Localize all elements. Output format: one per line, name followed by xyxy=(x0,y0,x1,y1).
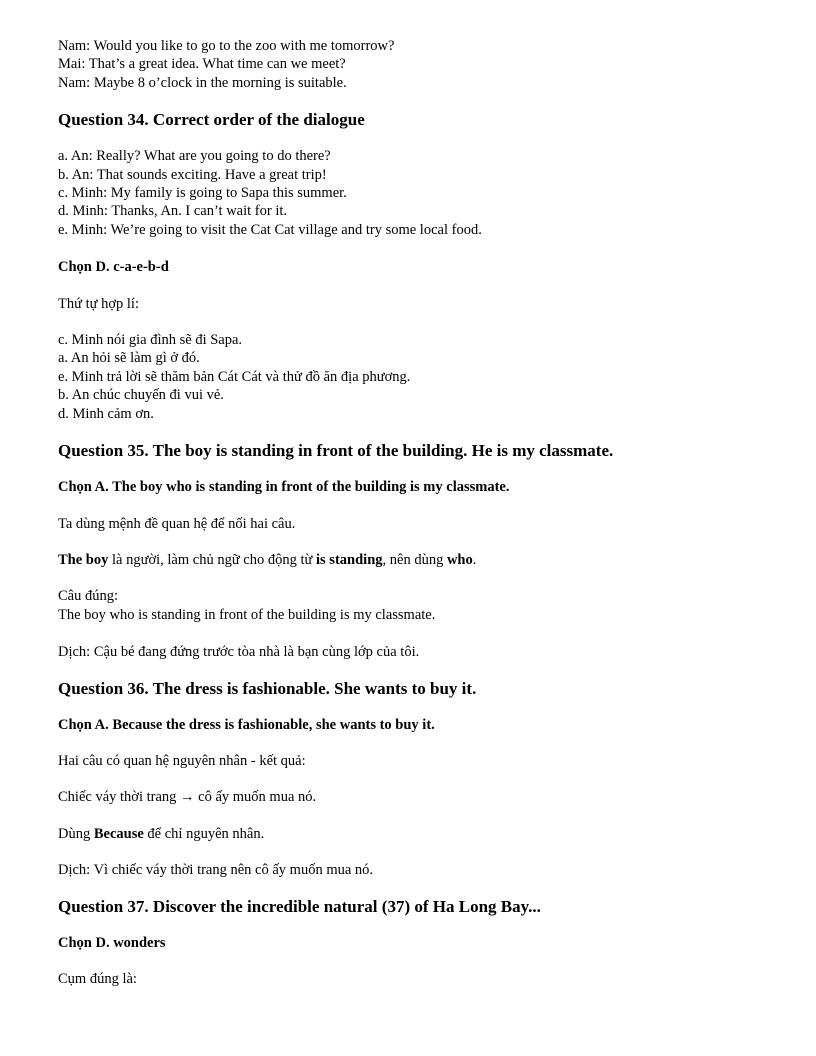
question-34-options xyxy=(58,147,778,239)
option-line: b. An: That sounds exciting. Have a great trip! xyxy=(58,166,327,183)
text-run: để chỉ nguyên nhân. xyxy=(143,825,265,842)
option-line: e. Minh: We’re going to visit the Cat Cat village and try some local food. xyxy=(58,221,482,238)
question-36-reason xyxy=(58,825,778,843)
question-36-explanation: Hai câu có quan hệ nguyên nhân - kết quả: xyxy=(58,752,306,769)
text-run: Dùng xyxy=(58,825,94,842)
dialogue-line: Nam: Maybe 8 o’clock in the morning is suitable. xyxy=(58,74,347,91)
correct-label: Câu đúng: xyxy=(58,588,119,605)
order-line: c. Minh nói gia đình sẽ đi Sapa. xyxy=(58,332,243,349)
question-37-answer: Chọn D. wonders xyxy=(58,934,166,951)
text-run: . xyxy=(472,551,477,568)
question-36-relation: Chiếc váy thời trang → cô ấy muốn mua nó. xyxy=(58,789,317,806)
dialogue-line: Nam: Would you like to go to the zoo with me tomorrow? xyxy=(58,38,395,54)
question-37-title: Question 37. Discover the incredible natural (37) of Ha Long Bay... xyxy=(58,896,541,916)
text-run: là người, làm chủ ngữ cho động từ xyxy=(108,551,317,568)
question-34-order xyxy=(58,331,778,423)
intro-dialogue xyxy=(58,37,778,92)
question-36-answer: Chọn A. Because the dress is fashionable, she wants to buy it. xyxy=(58,716,435,733)
question-35-answer: Chọn A. The boy who is standing in front of the building is my classmate. xyxy=(58,479,510,496)
order-line: d. Minh cảm ơn. xyxy=(58,405,154,422)
dialogue-line: Mai: That’s a great idea. What time can we meet? xyxy=(58,56,346,73)
question-35-title: Question 35. The boy is standing in front of the building. He is my classmate. xyxy=(58,441,614,461)
question-35-explanation: Ta dùng mệnh đề quan hệ để nối hai câu. xyxy=(58,515,296,532)
question-35-reason xyxy=(58,551,778,569)
question-34-answer: Chọn D. c-a-e-b-d xyxy=(58,259,169,276)
option-line: c. Minh: My family is going to Sapa this summer. xyxy=(58,185,347,202)
question-36-translation: Dịch: Vì chiếc váy thời trang nên cô ấy muốn mua nó. xyxy=(58,862,374,879)
bold-term: who xyxy=(446,551,473,568)
order-line: b. An chúc chuyến đi vui vẻ. xyxy=(58,387,224,404)
bold-term: is standing xyxy=(316,551,383,568)
bold-term: Because xyxy=(93,825,144,842)
question-34-explain-heading: Thứ tự hợp lí: xyxy=(58,295,139,312)
question-35-translation: Dịch: Cậu bé đang đứng trước tòa nhà là bạn cùng lớp của tôi. xyxy=(58,644,420,661)
document-page xyxy=(58,37,778,988)
question-37-explanation: Cụm đúng là: xyxy=(58,970,137,987)
correct-sentence: The boy who is standing in front of the building is my classmate. xyxy=(58,606,436,623)
question-36-title: Question 36. The dress is fashionable. She wants to buy it. xyxy=(58,678,477,698)
order-line: e. Minh trả lời sẽ thăm bản Cát Cát và thử đồ ăn địa phương. xyxy=(58,368,411,385)
question-34-title: Question 34. Correct order of the dialogue xyxy=(58,110,365,130)
option-line: d. Minh: Thanks, An. I can’t wait for it. xyxy=(58,203,288,220)
bold-term: The boy xyxy=(58,551,109,568)
text-run: , nên dùng xyxy=(382,551,447,568)
option-line: a. An: Really? What are you going to do there? xyxy=(58,148,331,165)
order-line: a. An hỏi sẽ làm gì ở đó. xyxy=(58,350,200,367)
question-35-correct xyxy=(58,587,778,624)
